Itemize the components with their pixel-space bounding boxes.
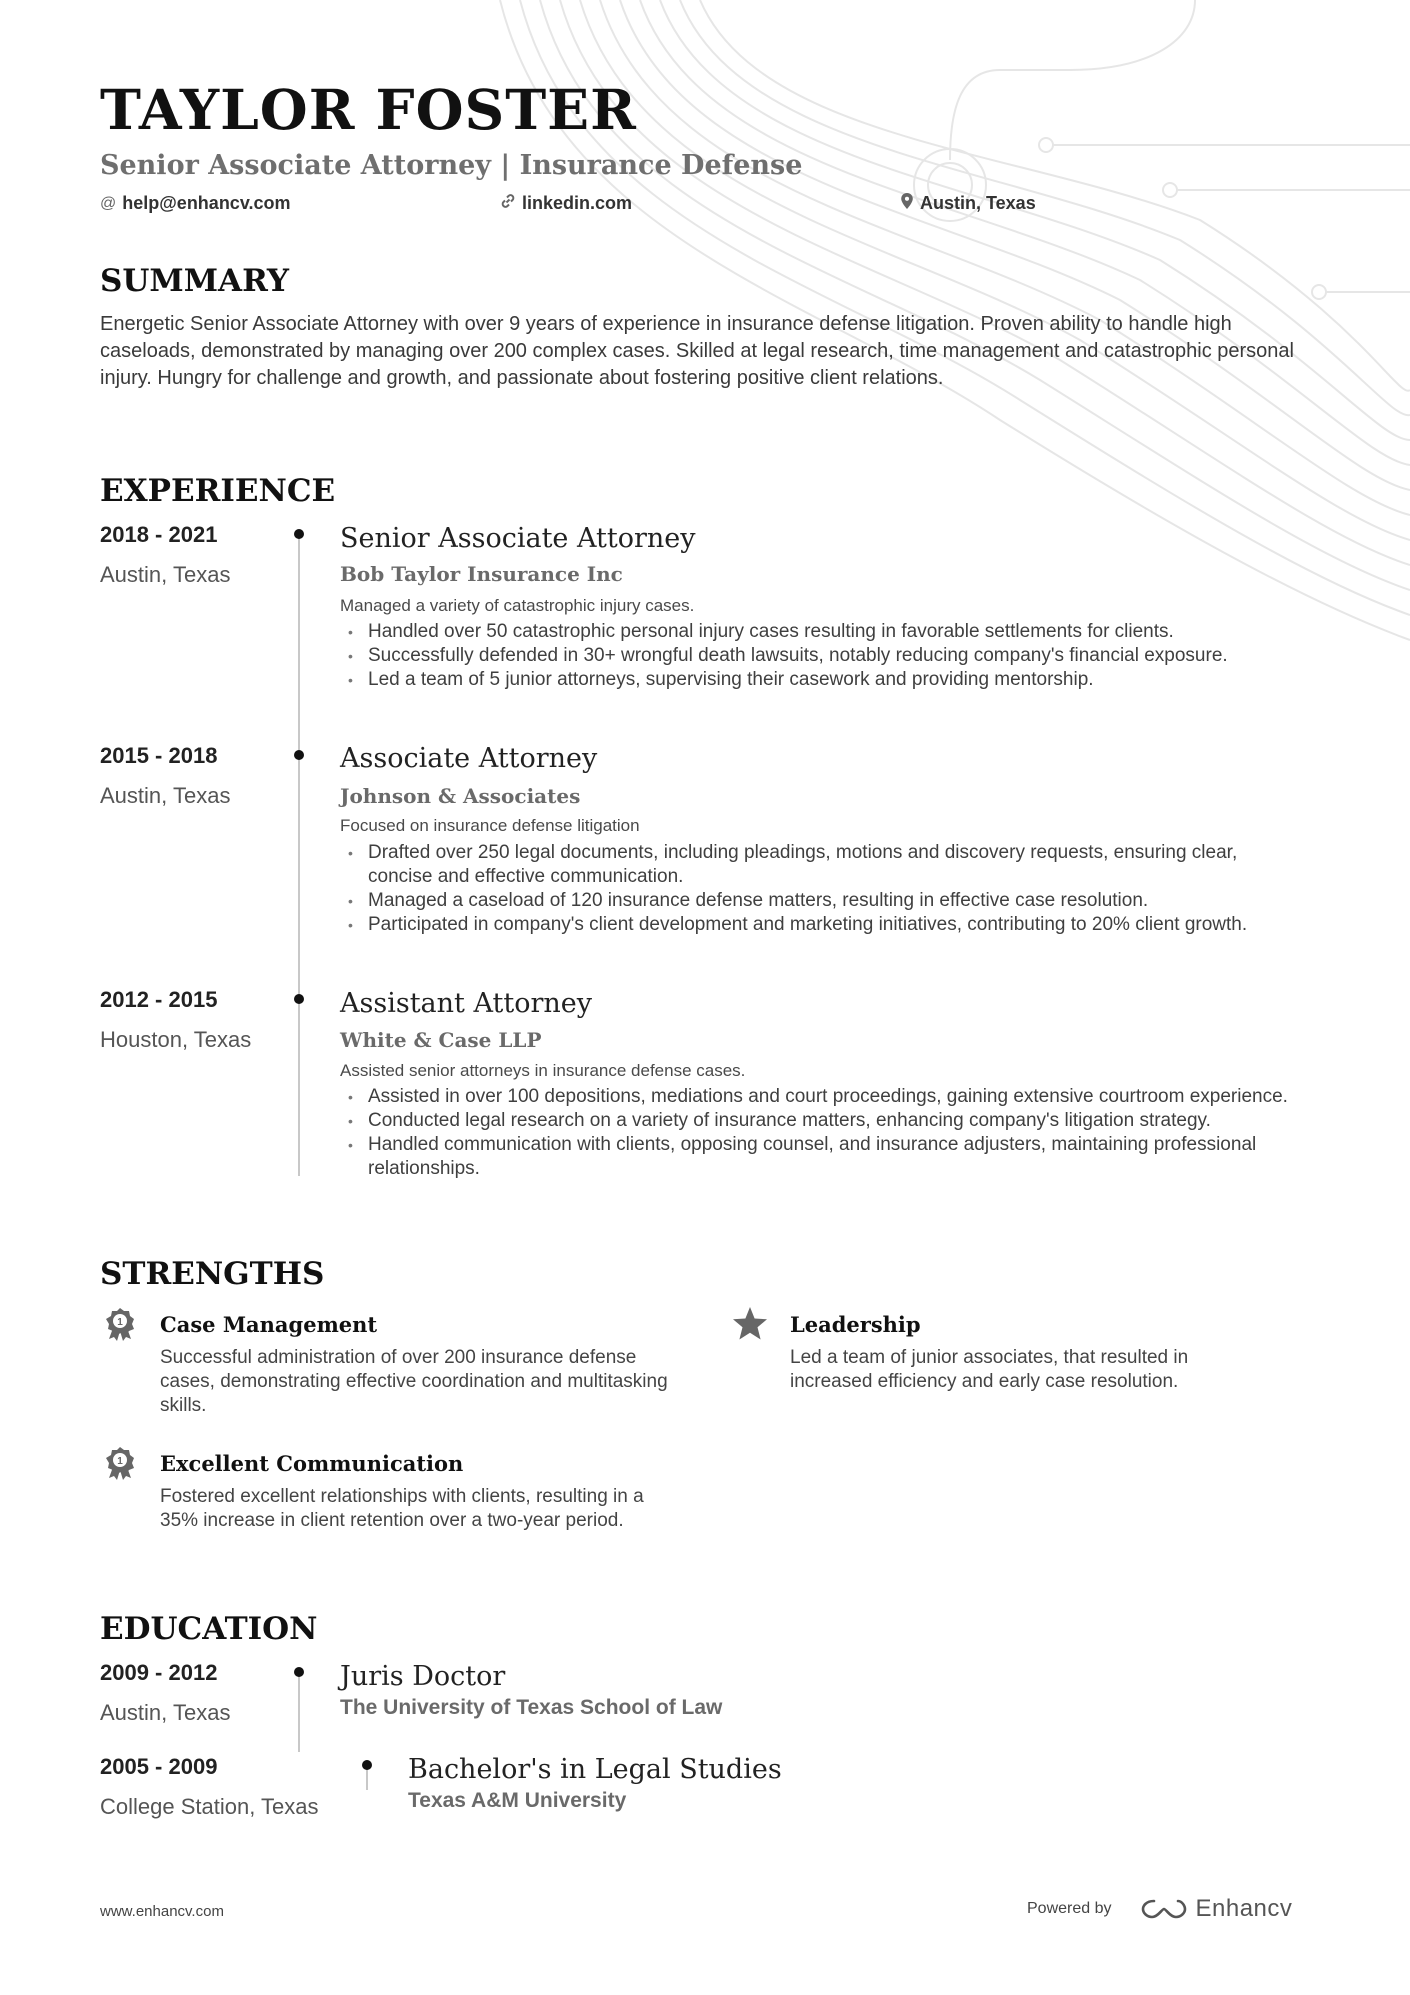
- experience-bullet: • Drafted over 250 legal documents, including pleadings, motions and discovery requests, ensuring clear, concise and effective communication.: [340, 841, 1300, 889]
- strength-title: Case Management: [160, 1312, 378, 1337]
- experience-description: Focused on insurance defense litigation: [340, 816, 640, 835]
- experience-description: Managed a variety of catastrophic injury cases.: [340, 596, 695, 615]
- experience-role: Assistant Attorney: [340, 988, 592, 1019]
- timeline-dot: [362, 1760, 372, 1770]
- experience-role: Associate Attorney: [340, 743, 598, 774]
- award-ribbon-icon: [102, 1306, 138, 1342]
- education-dates: 2005 - 2009: [100, 1754, 218, 1779]
- education-heading: EDUCATION: [100, 1611, 318, 1647]
- summary-heading: SUMMARY: [100, 263, 290, 299]
- experience-bullet: • Managed a caseload of 120 insurance defense matters, resulting in effective case resolution.: [340, 889, 1300, 913]
- experience-location: Austin, Texas: [100, 783, 231, 808]
- svg-text:1: 1: [117, 1456, 123, 1467]
- experience-location: Austin, Texas: [100, 562, 231, 587]
- summary-text: Energetic Senior Associate Attorney with over 9 years of experience in insurance defense litigation. Proven ability to handle high caseloads, demonstrated by managing over 200 complex cases. Skilled at legal research, time management and catastrophic personal injury. Hungry for challenge and growth, and passionate about fostering positive client relations.: [100, 313, 1294, 389]
- experience-bullets: [340, 620, 1300, 692]
- experience-bullet: • Conducted legal research on a variety of insurance matters, enhancing company's litigation strategy.: [340, 1109, 1300, 1133]
- experience-company: Johnson & Associates: [340, 784, 581, 808]
- enhancv-logo-icon: [1140, 1896, 1188, 1922]
- experience-bullets: [340, 1085, 1300, 1181]
- experience-bullet: • Handled over 50 catastrophic personal injury cases resulting in favorable settlements for clients.: [340, 620, 1300, 644]
- experience-bullet: • Assisted in over 100 depositions, mediations and court proceedings, gaining extensive courtroom experience.: [340, 1085, 1300, 1109]
- timeline-dot: [294, 994, 304, 1004]
- experience-bullet: • Handled communication with clients, opposing counsel, and insurance adjusters, maintaining professional relationships.: [340, 1133, 1300, 1181]
- experience-location: Houston, Texas: [100, 1027, 252, 1052]
- experience-role: Senior Associate Attorney: [340, 523, 696, 554]
- powered-by-label: Powered by: [1027, 1900, 1112, 1917]
- strength-title: Leadership: [790, 1312, 921, 1337]
- location-text: Austin, Texas: [920, 193, 1036, 213]
- timeline-dot: [294, 529, 304, 539]
- map-pin-icon: [900, 193, 914, 214]
- linkedin-contact[interactable]: [500, 193, 632, 214]
- candidate-name: TAYLOR FOSTER: [100, 77, 637, 142]
- footer-branding[interactable]: [1027, 1895, 1292, 1923]
- strength-description: Led a team of junior associates, that resulted in increased efficiency and early case resolution.: [790, 1347, 1189, 1392]
- location-contact: [900, 193, 1036, 214]
- experience-bullet: • Participated in company's client development and marketing initiatives, contributing to 20% client growth.: [340, 913, 1300, 937]
- footer-website[interactable]: www.enhancv.com: [100, 1903, 224, 1920]
- link-icon: [500, 193, 516, 214]
- strength-description: Fostered excellent relationships with clients, resulting in a 35% increase in client retention over a two-year period.: [160, 1486, 644, 1531]
- experience-bullets: [340, 841, 1300, 937]
- education-degree: Bachelor's in Legal Studies: [408, 1754, 782, 1785]
- education-school: Texas A&M University: [408, 1789, 627, 1812]
- education-timeline: [298, 1672, 300, 1752]
- education-location: Austin, Texas: [100, 1700, 231, 1725]
- email-contact[interactable]: [100, 193, 291, 214]
- candidate-title: Senior Associate Attorney | Insurance Defense: [100, 150, 803, 181]
- strength-title: Excellent Communication: [160, 1451, 464, 1476]
- brand-name: Enhancv: [1195, 1895, 1293, 1922]
- experience-dates: 2012 - 2015: [100, 987, 218, 1012]
- strengths-heading: STRENGTHS: [100, 1256, 325, 1292]
- award-ribbon-icon: [102, 1445, 138, 1481]
- star-icon: [732, 1306, 768, 1342]
- experience-company: White & Case LLP: [340, 1028, 542, 1052]
- linkedin-text: linkedin.com: [522, 193, 633, 213]
- experience-dates: 2015 - 2018: [100, 743, 218, 768]
- experience-heading: EXPERIENCE: [100, 473, 336, 509]
- experience-description: Assisted senior attorneys in insurance defense cases.: [340, 1061, 746, 1080]
- experience-bullet: • Led a team of 5 junior attorneys, supervising their casework and providing mentorship.: [340, 668, 1300, 692]
- email-text: help@enhancv.com: [122, 193, 291, 213]
- experience-timeline: [298, 536, 300, 1176]
- timeline-dot: [294, 750, 304, 760]
- experience-dates: 2018 - 2021: [100, 522, 218, 547]
- education-school: The University of Texas School of Law: [340, 1696, 723, 1719]
- strength-description: Successful administration of over 200 insurance defense cases, demonstrating effective coordination and multitasking skills.: [160, 1347, 668, 1416]
- svg-text:1: 1: [117, 1317, 123, 1328]
- education-location: College Station, Texas: [100, 1794, 319, 1819]
- timeline-dot: [294, 1667, 304, 1677]
- education-dates: 2009 - 2012: [100, 1660, 218, 1685]
- experience-company: Bob Taylor Insurance Inc: [340, 562, 623, 586]
- experience-bullet: • Successfully defended in 30+ wrongful death lawsuits, notably reducing company's financial exposure.: [340, 644, 1300, 668]
- at-icon: @: [100, 194, 117, 212]
- education-degree: Juris Doctor: [340, 1661, 506, 1692]
